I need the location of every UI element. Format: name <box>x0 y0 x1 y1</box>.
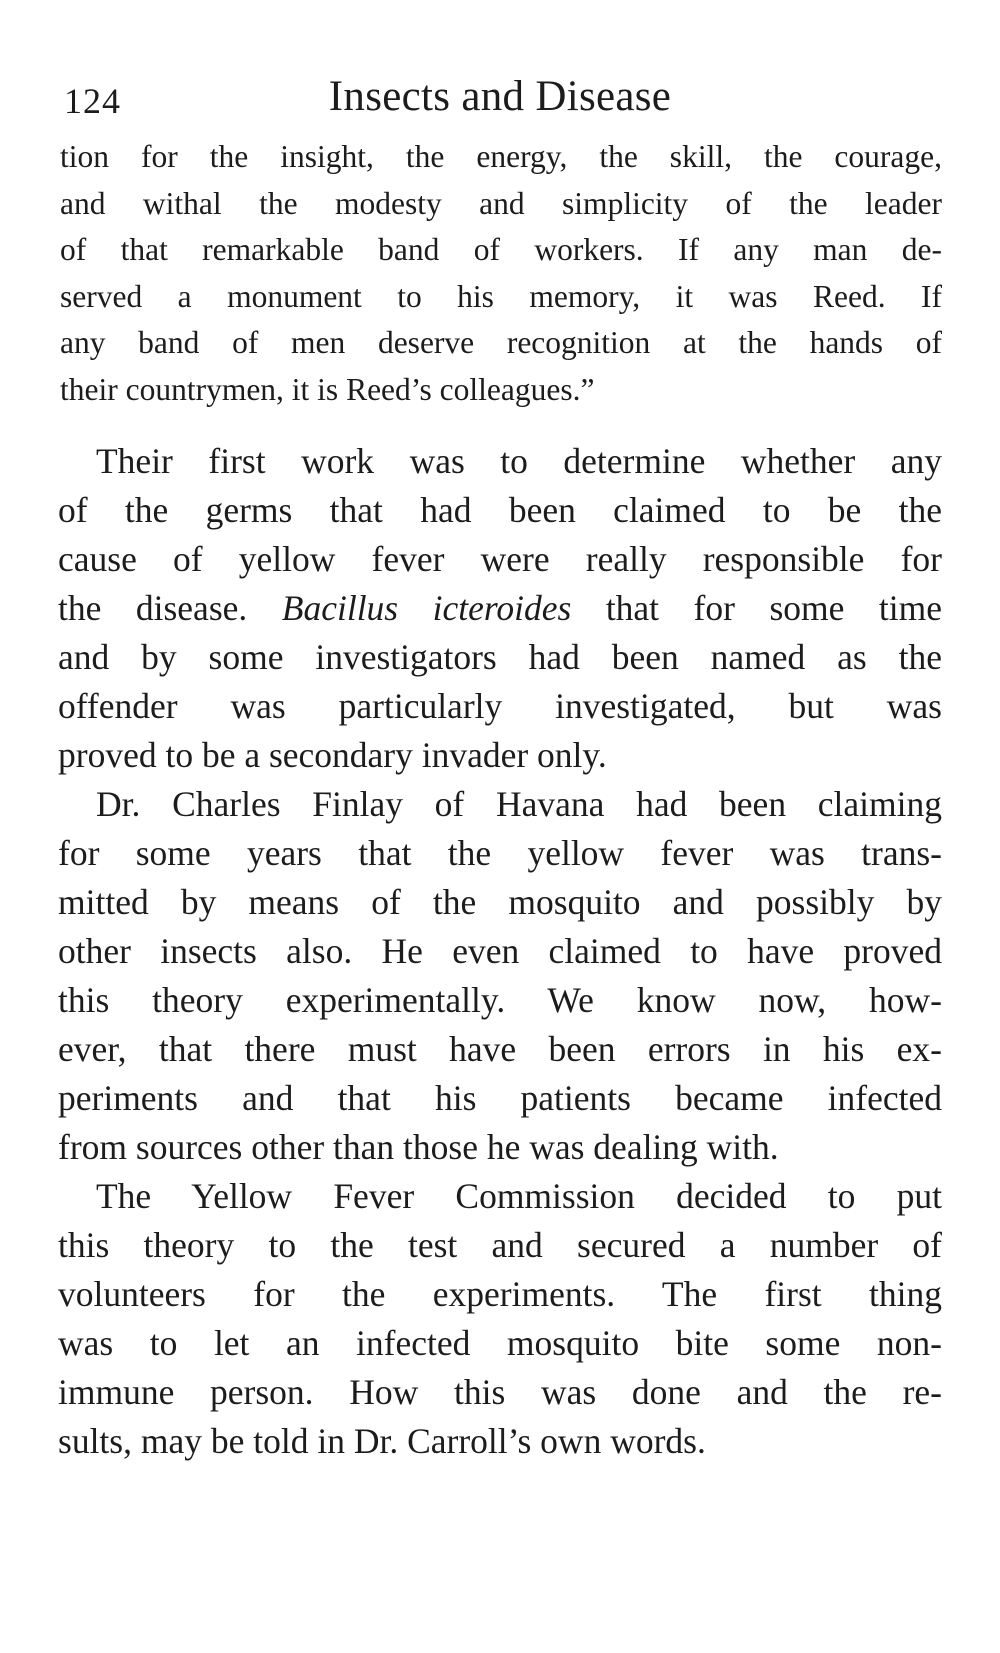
text-line: served a monument to his memory, it was Reed. If <box>60 278 942 314</box>
paragraph-germs <box>58 437 942 780</box>
text-line: this theory to the test and secured a number of <box>58 1225 942 1265</box>
text-line-with-italic <box>58 584 942 633</box>
text-line: offender was particularly investigated, but was <box>58 686 942 726</box>
quote-paragraph <box>58 134 942 413</box>
text-fragment: that for some time <box>571 588 942 628</box>
book-page <box>58 70 942 1466</box>
text-line: sults, may be told in Dr. Carroll’s own words. <box>58 1421 706 1461</box>
bacillus-name: Bacillus icteroides <box>281 588 572 628</box>
paragraph-gap <box>58 413 942 437</box>
paragraph-commission <box>58 1172 942 1466</box>
text-fragment: the disease. <box>58 588 282 628</box>
text-line: proved to be a secondary invader only. <box>58 735 607 775</box>
text-line: any band of men deserve recognition at the hands of <box>60 325 942 360</box>
text-line: and by some investigators had been named as the <box>58 637 942 677</box>
text-line: Dr. Charles Finlay of Havana had been claiming <box>96 784 942 824</box>
text-line: was to let an infected mosquito bite some non- <box>58 1323 942 1363</box>
text-line: ever, that there must have been errors in his ex- <box>58 1029 942 1069</box>
text-line: other insects also. He even claimed to have proved <box>58 931 942 971</box>
text-line: cause of yellow fever were really responsible for <box>58 539 942 579</box>
text-line: this theory experimentally. We know now, how- <box>58 980 942 1020</box>
running-head <box>58 70 942 134</box>
text-line: Their first work was to determine whether any <box>96 441 942 481</box>
text-line: of the germs that had been claimed to be the <box>58 490 942 530</box>
text-line: for some years that the yellow fever was trans- <box>58 833 942 873</box>
text-line: periments and that his patients became infected <box>58 1078 942 1118</box>
page-number: 124 <box>64 81 121 121</box>
text-line: mitted by means of the mosquito and possibly by <box>58 882 942 922</box>
paragraph-finlay <box>58 780 942 1172</box>
text-line: The Yellow Fever Commission decided to put <box>96 1176 942 1216</box>
text-line: tion for the insight, the energy, the skill, the courage, <box>60 139 942 174</box>
text-line: from sources other than those he was dealing with. <box>58 1127 779 1167</box>
running-title: Insects and Disease <box>328 73 672 120</box>
text-line: and withal the modesty and simplicity of the leader <box>60 185 942 221</box>
text-line: of that remarkable band of workers. If any man de- <box>60 232 942 267</box>
text-line: their countrymen, it is Reed’s colleagues.” <box>60 371 595 407</box>
text-line: volunteers for the experiments. The first thing <box>58 1274 942 1314</box>
text-line: immune person. How this was done and the re- <box>58 1372 942 1412</box>
